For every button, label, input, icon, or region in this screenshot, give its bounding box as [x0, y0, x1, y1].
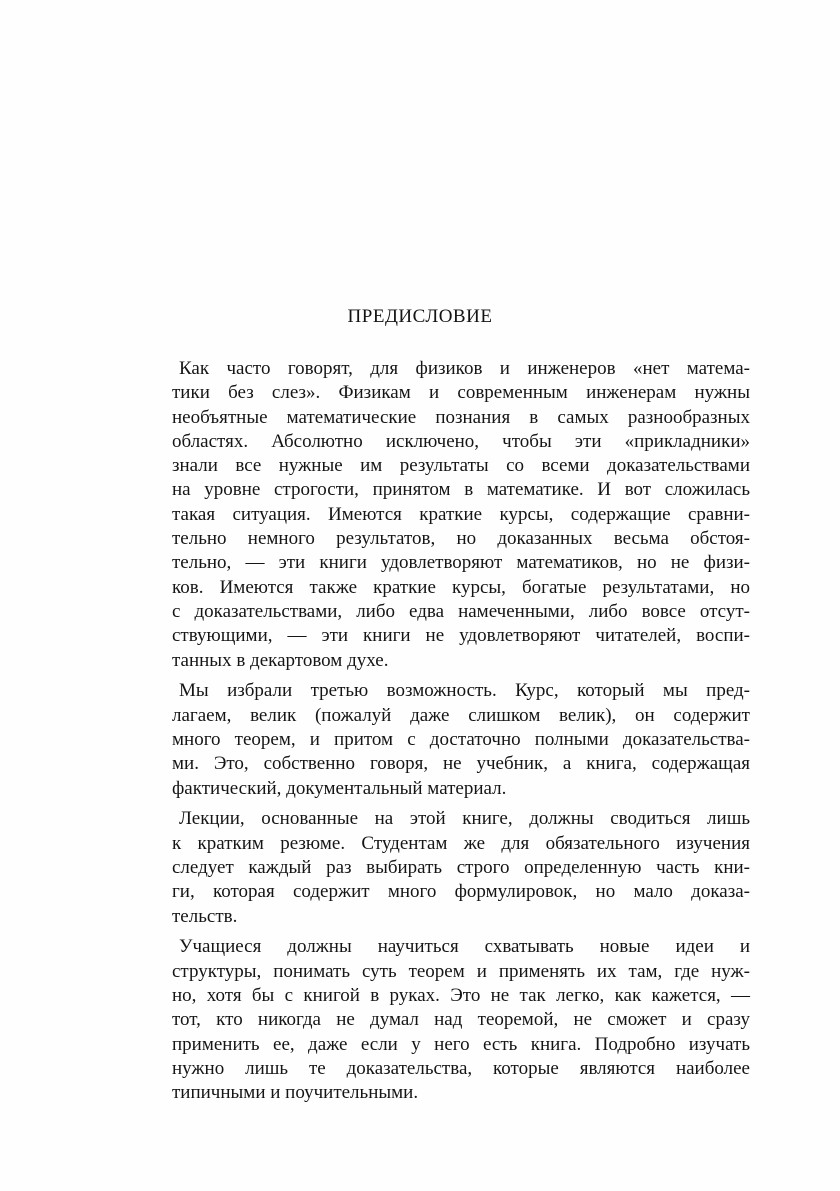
text-line: тики без слез». Физикам и современным инженерам нужны — [172, 382, 750, 404]
text-line: применить ее, даже если у него есть книга. Подробно изучать — [172, 1033, 750, 1055]
text-line: на уровне строгости, принятом в математике. И вот сложилась — [172, 479, 750, 501]
paragraph-2 — [172, 679, 750, 800]
text-line: тельств. — [172, 905, 238, 927]
text-line: лагаем, велик (пожалуй даже слишком велик), он содержит — [172, 704, 750, 726]
text-line: знали все нужные им результаты со всеми доказательствами — [172, 455, 750, 477]
text-line: ствующими, — эти книги не удовлетворяют читателей, воспи- — [172, 625, 750, 647]
text-line: ков. Имеются также краткие курсы, богатые результатами, но — [172, 576, 750, 598]
text-line: структуры, понимать суть теорем и применять их там, где нуж- — [172, 960, 750, 982]
text-line: ми. Это, собственно говоря, не учебник, а книга, содержащая — [172, 753, 750, 775]
text-line: Лекции, основанные на этой книге, должны сводиться лишь — [179, 808, 750, 830]
text-line: необъятные математические познания в самых разнообразных — [172, 406, 750, 428]
text-line: областях. Абсолютно исключено, чтобы эти «прикладники» — [172, 430, 750, 452]
text-line: много теорем, и притом с достаточно полными доказательства- — [172, 728, 750, 750]
text-line: нужно лишь те доказательства, которые являются наиболее — [172, 1057, 750, 1079]
text-line: Как часто говорят, для физиков и инженеров «нет матема- — [179, 358, 750, 379]
text-line: танных в декартовом духе. — [172, 649, 389, 671]
paragraph-1 — [172, 357, 750, 673]
text-line: типичными и поучительными. — [172, 1082, 419, 1104]
text-line: тот, кто никогда не думал над теоремой, не сможет и сразу — [172, 1009, 750, 1031]
paragraph-4 — [172, 935, 750, 1105]
text-line: ги, которая содержит много формулировок, но мало доказа- — [172, 881, 750, 903]
text-line: Мы избрали третью возможность. Курс, который мы пред- — [179, 680, 750, 702]
paragraph-3 — [172, 807, 750, 928]
text-line: к кратким резюме. Студентам же для обязательного изучения — [172, 832, 750, 854]
text-line: но, хотя бы с книгой в руках. Это не так легко, как кажется, — — [172, 984, 750, 1006]
page-title: ПРЕДИСЛОВИЕ — [347, 306, 493, 327]
text-line: следует каждый раз выбирать строго определенную часть кни- — [172, 856, 750, 878]
text-line: такая ситуация. Имеются краткие курсы, содержащие сравни- — [172, 503, 750, 525]
text-line: фактический, документальный материал. — [172, 777, 507, 799]
text-line: тельно немного результатов, но доказанных весьма обстоя- — [172, 528, 750, 550]
text-line: Учащиеся должны научиться схватывать новые идеи и — [179, 936, 750, 958]
body-text — [172, 357, 750, 1112]
text-line: с доказательствами, либо едва намеченными, либо вовсе отсут- — [172, 600, 750, 622]
text-line: тельно, — эти книги удовлетворяют математиков, но не физи- — [172, 552, 750, 574]
